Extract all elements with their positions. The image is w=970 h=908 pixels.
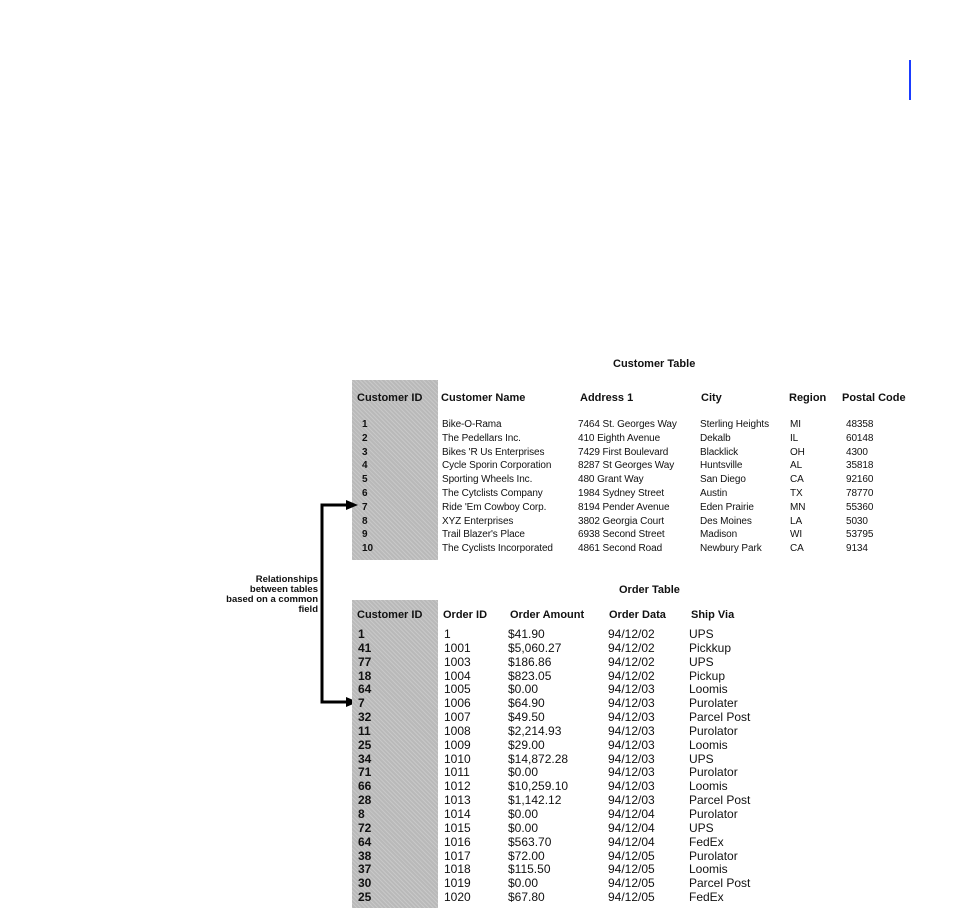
- address-cell: 1984 Sydney Street: [578, 487, 665, 499]
- order-amount-cell: $10,259.10: [508, 779, 569, 794]
- order-date-cell: 94/12/02: [608, 640, 655, 655]
- region-cell: WI: [790, 529, 803, 541]
- ship-via-cell: Pickkup: [689, 640, 732, 655]
- region-cell: AL: [790, 460, 803, 472]
- ship-via-cell: Parcel Post: [689, 710, 751, 725]
- order-amount-cell: $115.50: [508, 862, 551, 877]
- ship-via-cell: UPS: [689, 751, 714, 766]
- order-id-header: Order ID: [443, 609, 488, 621]
- order-date-cell: 94/12/03: [608, 779, 655, 794]
- city-cell: San Diego: [700, 474, 746, 486]
- order-id-cell: 1004: [444, 668, 471, 683]
- order-customer-id-cell: 64: [358, 682, 372, 697]
- customer-id-cell: 2: [362, 432, 368, 444]
- region-cell: IL: [790, 432, 799, 444]
- postal-code-cell: 9134: [846, 543, 868, 555]
- order-amount-cell: $0.00: [508, 820, 539, 835]
- city-cell: Eden Prairie: [700, 501, 754, 513]
- region-cell: LA: [790, 515, 803, 527]
- order-date-cell: 94/12/02: [608, 627, 655, 641]
- order-id-cell: 1017: [444, 848, 471, 863]
- order-id-cell: 1018: [444, 862, 471, 877]
- city-cell: Blacklick: [700, 446, 738, 458]
- order-id-cell: 1010: [444, 751, 471, 766]
- order-id-cell: 1008: [444, 723, 471, 738]
- ship-via-cell: Loomis: [689, 737, 728, 752]
- order-id-cell: 1007: [444, 710, 471, 725]
- order-amount-cell: $0.00: [508, 765, 539, 780]
- customer-name-cell: Bikes 'R Us Enterprises: [442, 446, 545, 458]
- arrow-to-customer-table-icon: [346, 500, 358, 510]
- postal-code-cell: 55360: [846, 501, 874, 513]
- order-id-cell: 1: [444, 627, 451, 641]
- address1-header: Address 1: [580, 392, 634, 404]
- order-id-values: [444, 628, 471, 905]
- order-id-cell: 1019: [444, 876, 471, 891]
- customer-id-header: Customer ID: [357, 392, 423, 404]
- order-amount-cell: $14,872.28: [508, 751, 569, 766]
- order-customer-id-cell: 38: [358, 848, 372, 863]
- order-date-cell: 94/12/03: [608, 793, 655, 808]
- postal-code-cell: 53795: [846, 529, 874, 541]
- order-id-cell: 1012: [444, 779, 471, 794]
- postal-code-cell: 35818: [846, 460, 874, 472]
- order-data-header: Order Data: [609, 609, 666, 621]
- city-cell: Austin: [700, 487, 728, 499]
- order-id-cell: 1005: [444, 682, 471, 697]
- order-id-cell: 1016: [444, 834, 471, 849]
- order-customer-id-values: [358, 628, 371, 905]
- order-customer-id-cell: 25: [358, 890, 372, 905]
- order-amount-cell: $186.86: [508, 654, 552, 669]
- postal-code-cell: 5030: [846, 515, 868, 527]
- order-id-cell: 1011: [444, 765, 470, 780]
- order-date-cell: 94/12/05: [608, 890, 655, 905]
- order-date-cell: 94/12/03: [608, 682, 655, 697]
- address-cell: 7464 St. Georges Way: [578, 419, 677, 430]
- order-date-cell: 94/12/03: [608, 696, 655, 711]
- region-cell: CA: [790, 474, 804, 486]
- order-customer-id-cell: 1: [358, 627, 365, 641]
- customer-name-cell: XYZ Enterprises: [442, 515, 514, 527]
- order-customer-id-cell: 66: [358, 779, 372, 794]
- connector-line: [322, 505, 350, 702]
- region-cell: CA: [790, 543, 804, 555]
- order-amount-cell: $29.00: [508, 737, 545, 752]
- order-date-cell: 94/12/03: [608, 723, 655, 738]
- order-id-cell: 1006: [444, 696, 471, 711]
- order-amount-cell: $72.00: [508, 848, 545, 863]
- city-cell: Des Moines: [700, 515, 752, 527]
- order-amount-cell: $0.00: [508, 682, 539, 697]
- order-amount-values: [508, 628, 568, 905]
- order-date-cell: 94/12/02: [608, 654, 655, 669]
- postal-code-cell: 4300: [846, 446, 868, 458]
- order-customer-id-cell: 8: [358, 806, 365, 821]
- order-date-cell: 94/12/03: [608, 765, 655, 780]
- city-cell: Dekalb: [700, 432, 731, 444]
- ship-via-cell: Loomis: [689, 682, 728, 697]
- customer-table-title: Customer Table: [613, 358, 696, 370]
- ship-via-cell: UPS: [689, 627, 714, 641]
- order-amount-cell: $1,142.12: [508, 793, 562, 808]
- order-id-cell: 1015: [444, 820, 471, 835]
- region-cell: OH: [790, 446, 805, 458]
- customer-id-cell: 6: [362, 487, 368, 499]
- customer-name-cell: Cycle Sporin Corporation: [442, 460, 552, 472]
- address-cell: 4861 Second Road: [578, 543, 663, 555]
- postal-code-cell: 92160: [846, 474, 874, 486]
- ship-via-cell: Purolator: [689, 848, 738, 863]
- customer-name-cell: Ride 'Em Cowboy Corp.: [442, 501, 547, 513]
- order-date-cell: 94/12/04: [608, 820, 655, 835]
- order-customer-id-cell: 7: [358, 696, 365, 711]
- order-id-cell: 1003: [444, 654, 471, 669]
- address-cell: 6938 Second Street: [578, 529, 665, 541]
- order-customer-id-cell: 32: [358, 710, 372, 725]
- order-date-cell: 94/12/04: [608, 806, 655, 821]
- ship-via-cell: Pickup: [689, 668, 726, 683]
- customer-name-cell: Bike-O-Rama: [442, 419, 502, 430]
- order-amount-cell: $49.50: [508, 710, 545, 725]
- customer-id-cell: 9: [362, 529, 368, 541]
- order-customer-id-header: Customer ID: [357, 609, 423, 621]
- order-amount-cell: $563.70: [508, 834, 552, 849]
- order-date-cell: 94/12/02: [608, 668, 655, 683]
- customer-id-cell: 5: [362, 474, 368, 486]
- order-id-cell: 1009: [444, 737, 471, 752]
- order-customer-id-cell: 37: [358, 862, 372, 877]
- order-table-title: Order Table: [619, 584, 680, 596]
- order-id-cell: 1013: [444, 793, 471, 808]
- order-amount-header: Order Amount: [510, 609, 585, 621]
- region-cell: MN: [790, 501, 806, 513]
- ship-via-cell: Purolator: [689, 806, 738, 821]
- postal-code-cell: 78770: [846, 487, 874, 499]
- ship-via-cell: Loomis: [689, 779, 728, 794]
- ship-via-cell: FedEx: [689, 834, 724, 849]
- order-amount-cell: $2,214.93: [508, 723, 562, 738]
- address-cell: 8287 St Georges Way: [578, 460, 675, 472]
- city-cell: Newbury Park: [700, 543, 762, 555]
- order-customer-id-cell: 18: [358, 668, 372, 683]
- order-date-cell: 94/12/03: [608, 737, 655, 752]
- address-cell: 7429 First Boulevard: [578, 446, 669, 458]
- order-id-cell: 1001: [444, 640, 471, 655]
- city-header: City: [701, 392, 722, 404]
- address-cell: 480 Grant Way: [578, 474, 644, 486]
- ship-via-cell: UPS: [689, 654, 714, 669]
- ship-via-cell: Parcel Post: [689, 876, 751, 891]
- order-customer-id-cell: 77: [358, 654, 372, 669]
- ship-via-cell: Purolater: [689, 696, 738, 711]
- order-amount-cell: $0.00: [508, 806, 539, 821]
- ship-via-cell: Purolator: [689, 765, 738, 780]
- city-cell: Sterling Heights: [700, 419, 769, 430]
- customer-name-cell: The Cyclists Incorporated: [442, 543, 553, 555]
- ship-via-cell: Loomis: [689, 862, 728, 877]
- customer-id-cell: 3: [362, 446, 368, 458]
- relationship-label: Relationships between tables based on a common field: [226, 574, 318, 615]
- order-customer-id-cell: 71: [358, 765, 372, 780]
- customer-id-cell: 8: [362, 515, 368, 527]
- customer-id-cell: 7: [362, 501, 368, 513]
- address-cell: 410 Eighth Avenue: [578, 432, 661, 444]
- ship-via-cell: Parcel Post: [689, 793, 751, 808]
- order-customer-id-cell: 25: [358, 737, 372, 752]
- ship-via-cell: UPS: [689, 820, 714, 835]
- customer-name-header: Customer Name: [441, 392, 526, 404]
- order-date-cell: 94/12/05: [608, 848, 655, 863]
- order-amount-cell: $0.00: [508, 876, 539, 891]
- customer-name-cell: The Cytclists Company: [442, 487, 543, 499]
- order-customer-id-cell: 11: [358, 723, 371, 738]
- order-customer-id-cell: 64: [358, 834, 372, 849]
- region-header: Region: [789, 392, 827, 404]
- address-cell: 8194 Pender Avenue: [578, 501, 670, 513]
- order-date-cell: 94/12/05: [608, 876, 655, 891]
- order-amount-cell: $823.05: [508, 668, 552, 683]
- order-date-cell: 94/12/05: [608, 862, 655, 877]
- order-customer-id-cell: 41: [358, 640, 372, 655]
- order-amount-cell: $5,060.27: [508, 640, 562, 655]
- order-customer-id-cell: 34: [358, 751, 372, 766]
- order-date-values: [608, 628, 655, 905]
- postal-code-cell: 60148: [846, 432, 874, 444]
- ship-via-cell: Purolator: [689, 723, 738, 738]
- address-cell: 3802 Georgia Court: [578, 515, 665, 527]
- customer-name-cell: Sporting Wheels Inc.: [442, 474, 533, 486]
- order-amount-cell: $64.90: [508, 696, 545, 711]
- order-customer-id-cell: 28: [358, 793, 372, 808]
- customer-id-cell: 10: [362, 543, 373, 555]
- ship-via-values: [689, 628, 750, 905]
- order-amount-cell: $41.90: [508, 627, 545, 641]
- order-id-cell: 1014: [444, 806, 471, 821]
- customer-name-cell: Trail Blazer's Place: [442, 529, 525, 541]
- postal-code-cell: 48358: [846, 419, 874, 430]
- customer-id-cell: 4: [362, 460, 368, 472]
- order-customer-id-cell: 30: [358, 876, 372, 891]
- order-date-cell: 94/12/03: [608, 710, 655, 725]
- order-customer-id-cell: 72: [358, 820, 372, 835]
- ship-via-header: Ship Via: [691, 609, 735, 621]
- postal-code-header: Postal Code: [842, 392, 906, 404]
- ship-via-cell: FedEx: [689, 890, 724, 905]
- customer-name-cell: The Pedellars Inc.: [442, 432, 521, 444]
- city-cell: Madison: [700, 529, 738, 541]
- region-cell: MI: [790, 419, 801, 430]
- order-date-cell: 94/12/03: [608, 751, 655, 766]
- customer-id-cell: 1: [362, 419, 368, 430]
- order-id-cell: 1020: [444, 890, 471, 905]
- order-amount-cell: $67.80: [508, 890, 545, 905]
- region-cell: TX: [790, 487, 803, 499]
- city-cell: Huntsville: [700, 460, 743, 472]
- order-date-cell: 94/12/04: [608, 834, 655, 849]
